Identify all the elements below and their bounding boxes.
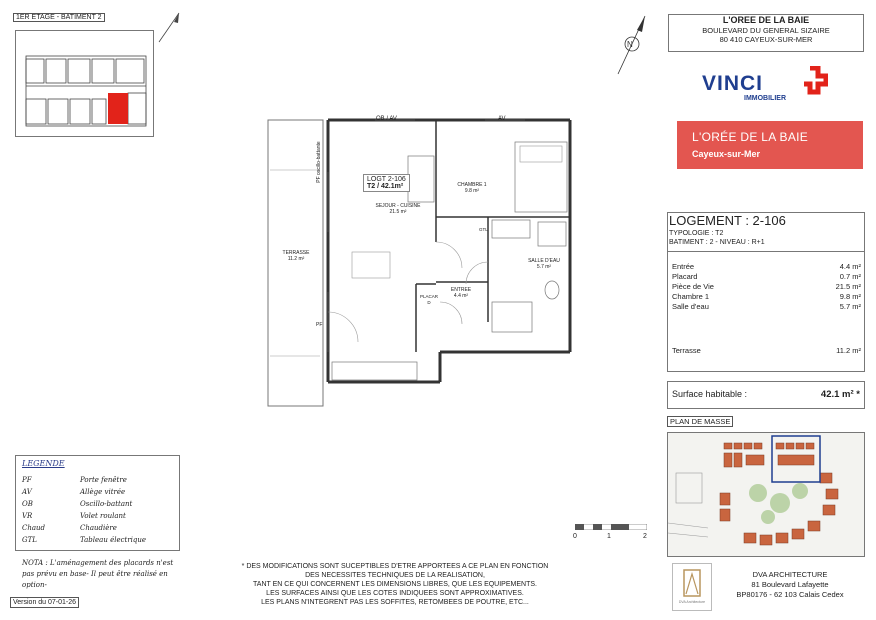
north-arrow-icon	[156, 10, 182, 44]
address-box	[668, 14, 864, 52]
site-plan-drawing	[668, 433, 864, 556]
vinci-mark-icon	[798, 66, 828, 100]
banner-subtitle: Cayeux-sur-Mer	[692, 149, 761, 159]
room-area: 0.7 m²	[839, 272, 861, 281]
disclaimer-line: * DES MODIFICATIONS SONT SUCEPTIBLES D'ETRE APPORTEES A CE PLAN EN FONCTION	[241, 563, 549, 570]
gtl-label: GTL	[479, 227, 488, 232]
room-area: 11.2 m²	[287, 256, 305, 262]
unit-info	[667, 212, 865, 372]
legend-desc: Chaudière	[80, 524, 117, 532]
key-plan	[15, 30, 154, 137]
scale-label: 1	[607, 533, 611, 540]
room-name: TERRASSE	[282, 250, 310, 256]
svg-text:N: N	[627, 40, 633, 49]
program-banner	[677, 121, 863, 169]
placard-label: PLACARD	[420, 294, 439, 305]
room-name: ENTREE	[450, 287, 472, 293]
legend-code: Chaud	[22, 524, 46, 532]
batiment: BATIMENT : 2 - NIVEAU : R+1	[669, 239, 765, 246]
room-name: CHAMBRE 1	[457, 182, 487, 188]
surface-label: Surface habitable :	[672, 389, 748, 399]
key-plan-drawing	[16, 31, 153, 136]
room-area: 21.5 m²	[835, 282, 861, 291]
legend-desc: Porte fenêtre	[80, 476, 127, 484]
banner-title: L'ORÉE DE LA BAIE	[692, 130, 809, 144]
legend-code: PF	[22, 476, 32, 484]
room-sde	[522, 258, 566, 270]
architect-line: 81 Boulevard Lafayette	[751, 580, 829, 589]
architect-line: BP80176 - 62 103 Calais Cedex	[736, 590, 844, 599]
scale-label: 2	[643, 533, 647, 540]
room-area: 9.8 m²	[839, 292, 861, 301]
site-plan-title: PLAN DE MASSE	[667, 416, 733, 427]
address-line: BOULEVARD DU GENERAL SIZAIRE	[702, 26, 830, 35]
legend-code: AV	[22, 488, 32, 496]
room-chambre	[448, 182, 496, 194]
architect-name: DVA ARCHITECTURE	[752, 570, 828, 579]
floor-plan	[240, 112, 585, 412]
room-area: 4.4 m²	[453, 293, 469, 299]
window-label: PF oscillo-battante	[316, 141, 322, 183]
legend-title: LEGENDE	[22, 459, 65, 468]
terrasse-name: Terrasse	[672, 346, 701, 355]
room-name: Placard	[672, 272, 698, 281]
legend-desc: Allège vitrée	[80, 488, 126, 496]
room-name: SALLE D'EAU	[528, 258, 560, 264]
legend	[15, 455, 180, 551]
room-area: 9.8 m²	[464, 188, 480, 194]
version-label: Version du 07-01-26	[10, 597, 79, 608]
typologie: TYPOLOGIE : T2	[669, 230, 724, 237]
unit-tag	[363, 174, 410, 192]
legend-code: OB	[22, 500, 33, 508]
brand-sub: IMMOBILIER	[744, 95, 786, 102]
disclaimer-line: DES NECESSITES TECHNIQUES DE LA REALISATION,	[305, 572, 485, 579]
program-name: L'OREE DE LA BAIE	[722, 15, 810, 25]
disclaimer-line: LES PLANS N'INTEGRENT PAS LES SOFFITES, RETOMBEES DE POUTRE, ETC...	[261, 599, 529, 606]
vinci-logo	[700, 66, 830, 104]
unit-label: LOGT 2-106	[367, 176, 406, 183]
scale-bar	[575, 524, 647, 530]
architect-logo	[672, 563, 712, 611]
room-area: 4.4 m²	[839, 262, 861, 271]
architect-block	[715, 570, 865, 600]
legend-code: VR	[22, 512, 33, 520]
surface-box	[667, 381, 865, 409]
unit-title: LOGEMENT : 2-106	[669, 213, 786, 228]
disclaimer-line: TANT EN CE QUI CONCERNENT LES DIMENSIONS LIBRES, QUE LES EQUIPEMENTS.	[253, 581, 537, 588]
room-area: 5.7 m²	[536, 264, 552, 270]
legend-desc: Oscillo-battant	[80, 500, 133, 508]
room-name: SEJOUR - CUISINE	[375, 203, 421, 209]
room-entree	[444, 287, 478, 299]
legend-code: GTL	[22, 536, 37, 544]
address-line: 80 410 CAYEUX-SUR-MER	[719, 35, 813, 44]
room-name: Salle d'eau	[672, 302, 709, 311]
room-sejour	[368, 203, 428, 215]
room-area: 5.7 m²	[839, 302, 861, 311]
scale-label: 0	[573, 533, 577, 540]
window-label: PF	[316, 322, 323, 328]
room-name: Pièce de Vie	[672, 282, 714, 291]
north-arrow-icon	[615, 14, 649, 76]
room-name: Entrée	[672, 262, 695, 271]
note: NOTA : L'aménagement des placards n'est pas prévu en base- Il peut être réalisé en option-	[22, 559, 174, 589]
window-label: AV	[498, 116, 506, 122]
brand-name: VINCI	[702, 72, 764, 95]
legend-desc: Tableau électrique	[80, 536, 147, 544]
floor-title: 1ER ETAGE - BATIMENT 2	[13, 13, 105, 22]
surface-value: 42.1 m² *	[820, 389, 860, 400]
disclaimer-line: LES SURFACES AINSI QUE LES COTES INDIQUEES SONT APPROXIMATIVES.	[266, 590, 524, 597]
room-area: 21.5 m²	[389, 209, 407, 215]
room-terrasse	[274, 250, 318, 262]
window-label: OB / AV	[376, 116, 397, 122]
legend-desc: Volet roulant	[80, 512, 126, 520]
terrasse-area: 11.2 m²	[836, 346, 861, 355]
architect-logo-text: DVA Architecture	[678, 600, 706, 604]
unit-sub: T2 / 42.1m²	[367, 183, 404, 190]
disclaimer	[225, 562, 565, 607]
room-name: Chambre 1	[672, 292, 710, 301]
unit-highlight	[108, 93, 128, 124]
site-plan	[667, 432, 865, 557]
